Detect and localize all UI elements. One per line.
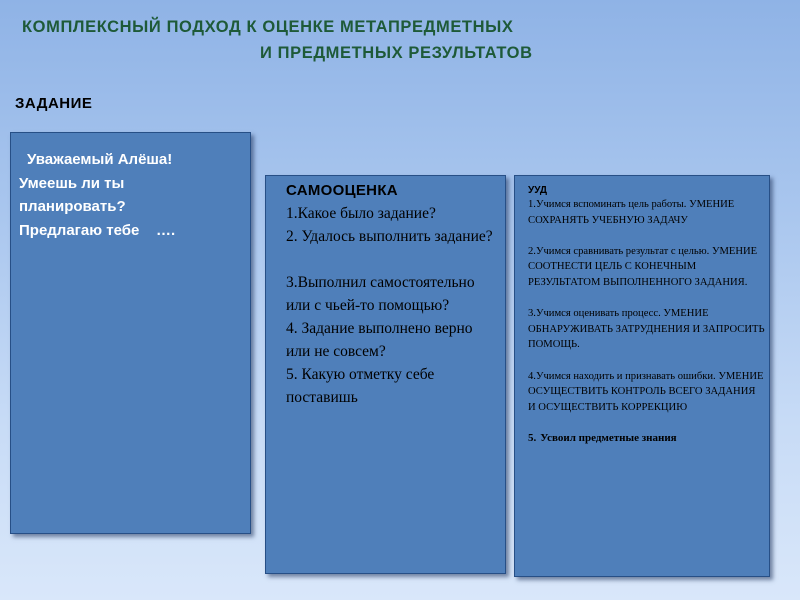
slide-title-line1: КОМПЛЕКСНЫЙ ПОДХОД К ОЦЕНКЕ МЕТАПРЕДМЕТНЫХ — [22, 18, 514, 36]
question-3: 3.Выполнил самостоятельно или с чьей-то помощью? — [286, 274, 475, 314]
task-line-1: Уважаемый Алёша! — [27, 151, 173, 168]
question-4: 4. Задание выполнено верно или не совсем? — [286, 320, 473, 360]
task-line-4: Предлагаю тебе …. — [19, 221, 176, 239]
uud-item-5-number: 5. — [528, 431, 537, 444]
task-panel — [10, 132, 251, 534]
uud-item-2: 2.Учимся сравнивать результат с целью. УМЕНИЕ СООТНЕСТИ ЦЕЛЬ С КОНЕЧНЫМ РЕЗУЛЬТАТОМ ВЫПОЛНЕННОГО ЗАДАНИЯ. — [528, 245, 758, 288]
uud-heading: УУД — [528, 185, 548, 196]
uud-item-5-text: Усвоил предметные знания — [540, 431, 677, 444]
uud-panel — [514, 175, 770, 577]
uud-item-5 — [528, 431, 765, 445]
self-evaluation-panel — [265, 175, 506, 574]
slide-title-line2: И ПРЕДМЕТНЫХ РЕЗУЛЬТАТОВ — [260, 44, 533, 62]
question-5: 5. Какую отметку себе поставишь — [286, 366, 435, 406]
question-2: 2. Удалось выполнить задание? — [286, 228, 493, 245]
self-evaluation-heading: САМООЦЕНКА — [286, 182, 398, 199]
task-label: ЗАДАНИЕ — [15, 95, 93, 112]
question-1: 1.Какое было задание? — [286, 205, 436, 222]
task-line-3: планировать? — [19, 198, 126, 215]
slide-title — [22, 14, 702, 66]
uud-item-4: 4.Учимся находить и признавать ошибки. УМЕНИЕ ОСУЩЕСТВИТЬ КОНТРОЛЬ ВСЕГО ЗАДАНИЯ И ОСУЩЕСТВИТЬ КОРРЕКЦИЮ — [528, 370, 764, 413]
task-line-2: Умеешь ли ты — [19, 174, 125, 192]
uud-item-3: 3.Учимся оценивать процесс. УМЕНИЕ ОБНАРУЖИВАТЬ ЗАТРУДНЕНИЯ И ЗАПРОСИТЬ ПОМОЩЬ. — [528, 308, 765, 351]
uud-item-1: 1.Учимся вспоминать цель работы. УМЕНИЕ СОХРАНЯТЬ УЧЕБНУЮ ЗАДАЧУ — [528, 199, 735, 226]
